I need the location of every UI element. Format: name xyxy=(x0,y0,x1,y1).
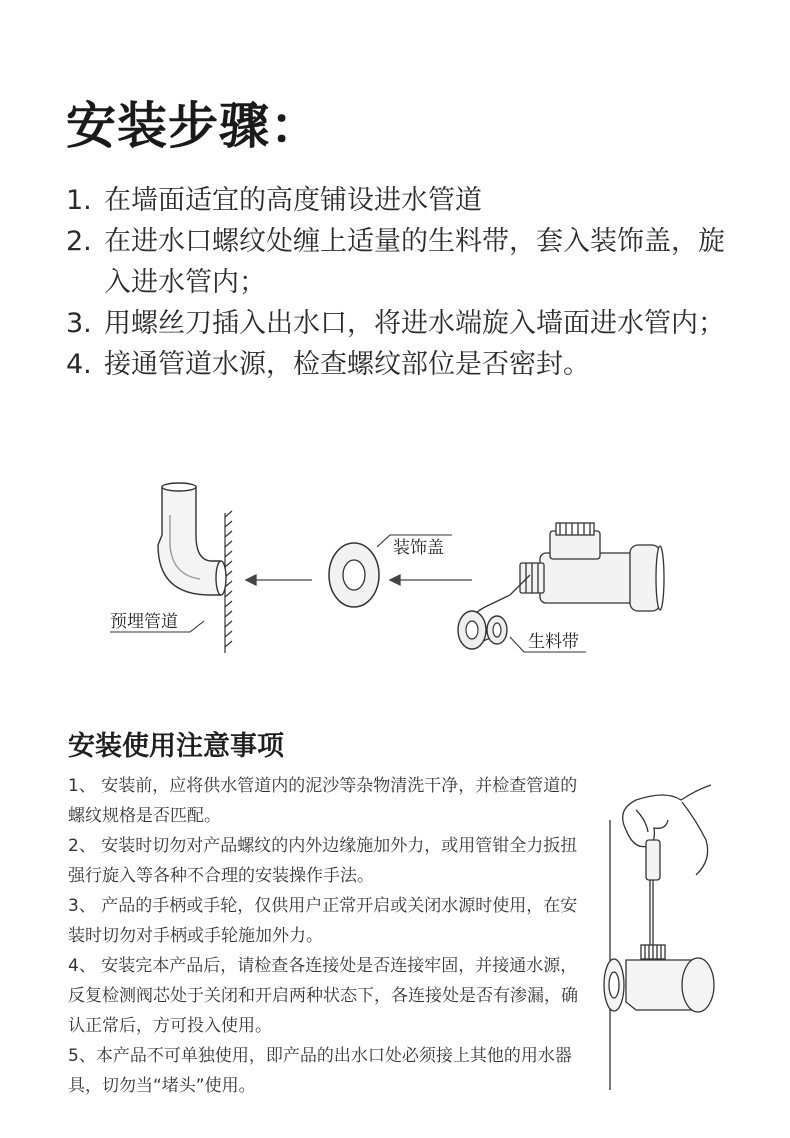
note-item: 1、 安装前，应将供水管道内的泥沙等杂物清洗干净，并检查管道的螺纹规格是否匹配。 xyxy=(68,776,578,826)
install-step xyxy=(66,221,746,303)
install-step xyxy=(66,344,746,385)
install-step xyxy=(66,303,746,344)
note-item: 3、 产品的手柄或手轮，仅供用户正常开启或关闭水源时使用，在安装时切勿对手柄或手轮施加外力。 xyxy=(68,896,578,946)
installation-diagram xyxy=(100,475,700,675)
decorative-cover-illustration xyxy=(329,543,379,607)
label-ptfe-tape: 生料带 xyxy=(528,632,579,652)
arrow-left-icon xyxy=(246,575,312,585)
installation-diagram-svg xyxy=(100,475,700,675)
step-text: 用螺丝刀插入出水口，将进水端旋入墙面进水管内； xyxy=(104,308,725,339)
page-title: 安装步骤： xyxy=(66,97,321,155)
arrow-left-icon xyxy=(390,575,472,585)
label-decorative-cover: 装饰盖 xyxy=(393,538,444,558)
screwdriver-install-illustration xyxy=(596,780,726,1100)
step-text: 在墙面适宜的高度铺设进水管道 xyxy=(104,185,482,216)
screwdriver-install-svg xyxy=(596,780,726,1100)
step-text: 接通管道水源，检查螺纹部位是否密封。 xyxy=(104,349,590,380)
step-number: 2. xyxy=(66,226,92,257)
notes-list xyxy=(68,771,580,1101)
notes-title: 安装使用注意事项 xyxy=(68,731,284,762)
step-number: 1. xyxy=(66,185,92,216)
step-number: 4. xyxy=(66,349,92,380)
step-text: 在进水口螺纹处缠上适量的生料带，套入装饰盖，旋入进水管内； xyxy=(104,226,725,298)
step-number: 3. xyxy=(66,308,92,339)
note-item: 5、本产品不可单独使用，即产品的出水口处必须接上其他的用水器具，切勿当“堵头”使用。 xyxy=(68,1046,572,1096)
embedded-pipe-illustration xyxy=(158,483,226,595)
install-step xyxy=(66,180,746,221)
label-embedded-pipe: 预埋管道 xyxy=(110,612,178,632)
install-steps-list xyxy=(66,180,746,385)
ptfe-tape-illustration xyxy=(458,611,507,649)
note-item: 4、 安装完本产品后，请检查各连接处是否连接牢固，并接通水源，反复检测阀芯处于关闭和开启两种状态下，各连接处是否有渗漏，确认正常后，方可投入使用。 xyxy=(68,956,578,1036)
note-item: 2、 安装时切勿对产品螺纹的内外边缘施加外力，或用管钳全力扳扭强行旋入等各种不合理的安装操作手法。 xyxy=(68,836,578,886)
